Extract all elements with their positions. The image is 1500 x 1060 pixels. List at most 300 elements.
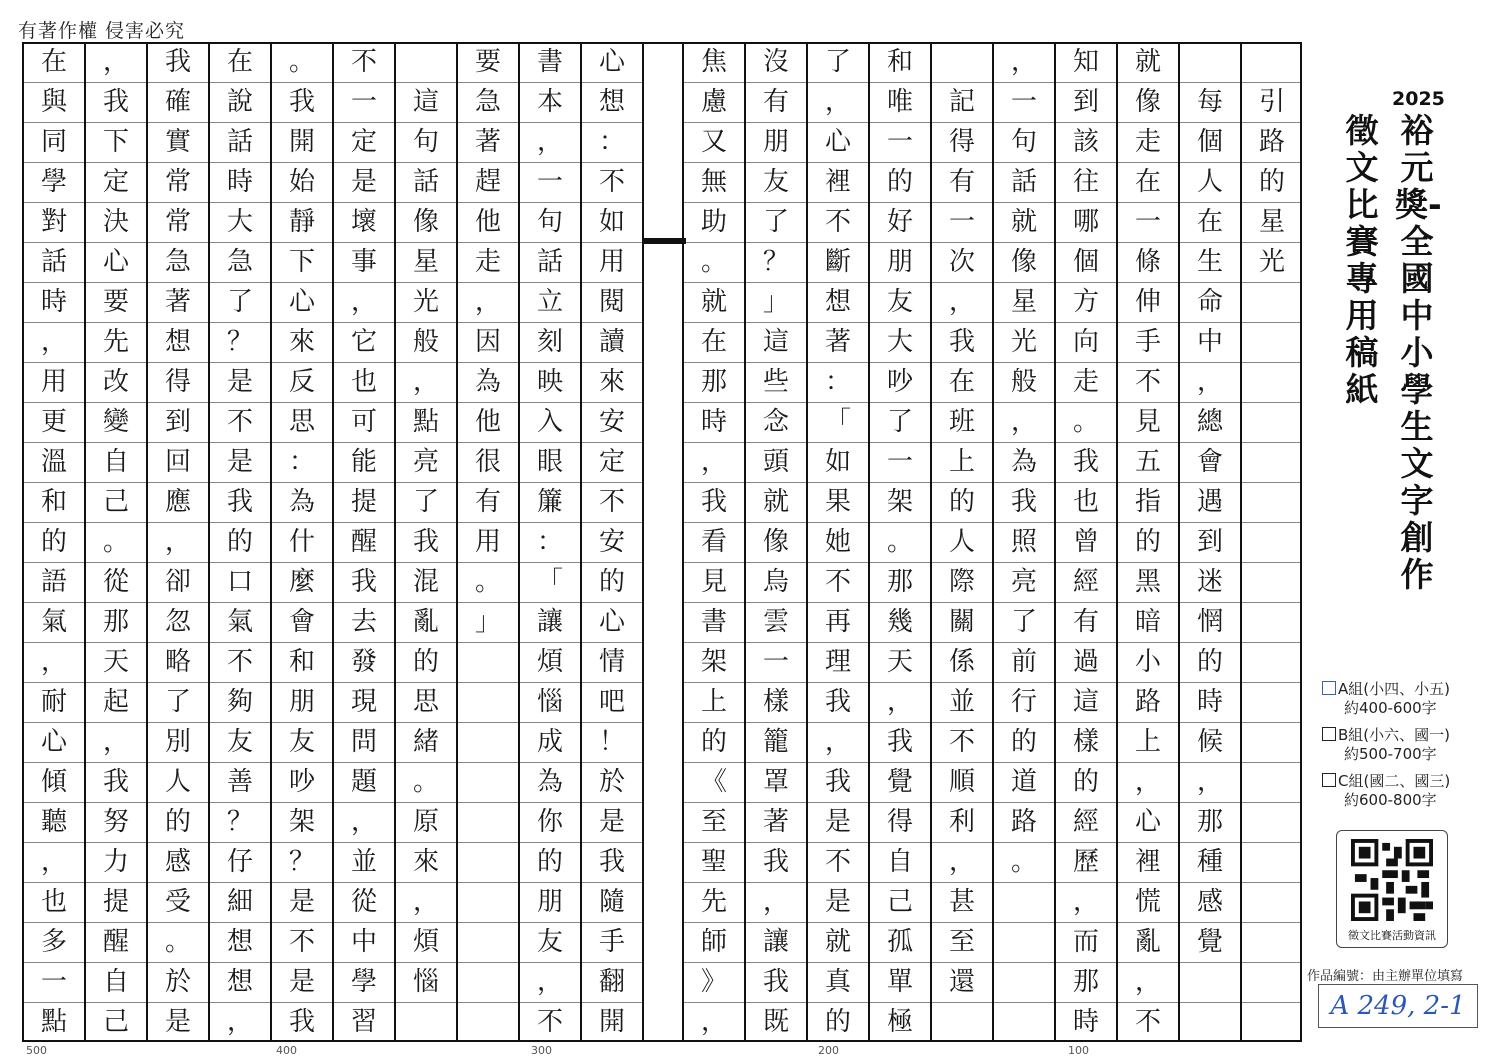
manuscript-char: 又	[700, 127, 727, 157]
checkbox-icon[interactable]	[1322, 773, 1336, 787]
copyright-notice: 有著作權 侵害必究	[18, 20, 186, 42]
manuscript-char: 學	[40, 167, 67, 197]
manuscript-char: 善	[226, 767, 253, 797]
manuscript-char: 急	[226, 247, 253, 277]
manuscript-char: 友	[226, 727, 253, 757]
manuscript-char: 一	[536, 167, 563, 197]
manuscript-char: 那	[102, 607, 129, 637]
manuscript-char: ，	[536, 127, 563, 157]
manuscript-char: ，	[948, 847, 975, 877]
manuscript-char: 多	[40, 927, 67, 957]
manuscript-char: 句	[1010, 127, 1037, 157]
manuscript-char: 開	[288, 127, 315, 157]
group-b-option[interactable]	[1322, 726, 1450, 764]
manuscript-column	[208, 42, 270, 1042]
manuscript-char: 不	[824, 207, 851, 237]
manuscript-char: 略	[164, 647, 191, 677]
manuscript-char: 時	[226, 167, 253, 197]
manuscript-char: 既	[762, 1007, 789, 1037]
manuscript-char: 光	[1010, 327, 1037, 357]
manuscript-char: ？	[762, 247, 789, 277]
manuscript-char: 不	[598, 167, 625, 197]
manuscript-char: 心	[824, 127, 851, 157]
manuscript-char: 並	[948, 687, 975, 717]
manuscript-char: 我	[762, 967, 789, 997]
manuscript-char: ？	[288, 847, 315, 877]
manuscript-column	[1240, 42, 1302, 1042]
manuscript-char: 也	[1072, 487, 1099, 517]
work-number-label: 作品編號：由主辦單位填寫	[1307, 969, 1464, 984]
manuscript-char: 人	[164, 767, 191, 797]
manuscript-char: 靜	[288, 207, 315, 237]
manuscript-char: 路	[1258, 127, 1285, 157]
manuscript-char: ，	[40, 847, 67, 877]
manuscript-char: 前	[1010, 647, 1037, 677]
manuscript-char: 來	[412, 847, 439, 877]
manuscript-char: 書	[700, 607, 727, 637]
manuscript-char: 裡	[1134, 847, 1161, 877]
checkbox-icon[interactable]	[1322, 727, 1336, 741]
qr-panel	[1336, 830, 1448, 948]
manuscript-char: 命	[1196, 287, 1223, 317]
manuscript-column	[682, 42, 744, 1042]
manuscript-char: 」	[762, 287, 789, 317]
manuscript-char: 想	[824, 287, 851, 317]
manuscript-char: 過	[1072, 647, 1099, 677]
row-line	[458, 842, 518, 843]
manuscript-char: 為	[288, 487, 315, 517]
manuscript-char: ，	[1134, 767, 1161, 797]
manuscript-char: 趕	[474, 167, 501, 197]
manuscript-char: 也	[350, 367, 377, 397]
manuscript-char: 朋	[288, 687, 315, 717]
manuscript-char: 先	[700, 887, 727, 917]
manuscript-char: 在	[948, 367, 975, 397]
manuscript-char: 能	[350, 447, 377, 477]
manuscript-char: 友	[288, 727, 315, 757]
manuscript-char: 是	[226, 447, 253, 477]
manuscript-char: 力	[102, 847, 129, 877]
manuscript-char: 照	[1010, 527, 1037, 557]
manuscript-char: ，	[412, 887, 439, 917]
row-line	[994, 922, 1054, 923]
manuscript-char: 次	[948, 247, 975, 277]
manuscript-char: 是	[350, 167, 377, 197]
manuscript-char: 知	[1072, 47, 1099, 77]
manuscript-char: 話	[536, 247, 563, 277]
manuscript-char: ，	[412, 367, 439, 397]
work-number-field[interactable]: A 249, 2-1	[1318, 984, 1478, 1028]
manuscript-char: 架	[700, 647, 727, 677]
manuscript-char: 走	[1072, 367, 1099, 397]
row-line	[1242, 522, 1302, 523]
manuscript-char: 了	[226, 287, 253, 317]
row-line	[1242, 362, 1302, 363]
manuscript-char: 了	[886, 407, 913, 437]
group-c-option[interactable]	[1322, 772, 1450, 810]
manuscript-char: 了	[412, 487, 439, 517]
manuscript-char: ！	[598, 727, 625, 757]
manuscript-char: 道	[1010, 767, 1037, 797]
manuscript-char: 惱	[412, 967, 439, 997]
qr-code-icon[interactable]	[1351, 839, 1433, 921]
manuscript-char: 用	[474, 527, 501, 557]
manuscript-char: 大	[886, 327, 913, 357]
contest-subtitle: 徵文比賽專用稿紙	[1345, 111, 1379, 409]
manuscript-char: 它	[350, 327, 377, 357]
manuscript-char: 不	[226, 407, 253, 437]
manuscript-char: 想	[226, 967, 253, 997]
manuscript-char: ，	[1196, 767, 1223, 797]
manuscript-char: 去	[350, 607, 377, 637]
manuscript-char: 夠	[226, 687, 253, 717]
manuscript-char: 一	[350, 87, 377, 117]
manuscript-char: 星	[412, 247, 439, 277]
manuscript-char: 一	[1010, 87, 1037, 117]
row-line	[458, 922, 518, 923]
manuscript-char: 果	[824, 487, 851, 517]
manuscript-char: ：	[824, 367, 851, 397]
manuscript-char: 傾	[40, 767, 67, 797]
manuscript-column	[744, 42, 806, 1042]
manuscript-char: 話	[40, 247, 67, 277]
manuscript-char: ，	[350, 287, 377, 317]
manuscript-char: 回	[164, 447, 191, 477]
manuscript-char: 光	[1258, 247, 1285, 277]
manuscript-char: 雲	[762, 607, 789, 637]
row-line	[1242, 842, 1302, 843]
manuscript-char: 煩	[536, 647, 563, 677]
manuscript-char: 你	[536, 807, 563, 837]
manuscript-char: 「	[536, 567, 563, 597]
row-line	[458, 762, 518, 763]
row-line	[1242, 322, 1302, 323]
manuscript-char: 天	[102, 647, 129, 677]
manuscript-char: 思	[412, 687, 439, 717]
row-line	[1242, 562, 1302, 563]
manuscript-char: 到	[164, 407, 191, 437]
manuscript-char: 常	[164, 167, 191, 197]
manuscript-char: 自	[886, 847, 913, 877]
manuscript-char: 我	[164, 47, 191, 77]
manuscript-char: 話	[226, 127, 253, 157]
manuscript-char: 孤	[886, 927, 913, 957]
manuscript-char: 利	[948, 807, 975, 837]
manuscript-char: 這	[1072, 687, 1099, 717]
manuscript-char: 下	[288, 247, 315, 277]
manuscript-char: 。	[164, 927, 191, 957]
manuscript-char: 了	[164, 687, 191, 717]
manuscript-char: 定	[350, 127, 377, 157]
manuscript-char: 眼	[536, 447, 563, 477]
manuscript-char: 上	[948, 447, 975, 477]
manuscript-char: 《	[700, 767, 727, 797]
manuscript-char: 始	[288, 167, 315, 197]
manuscript-char: 沒	[762, 47, 789, 77]
manuscript-char: 罩	[762, 767, 789, 797]
manuscript-char: 光	[412, 287, 439, 317]
manuscript-char: 有	[948, 167, 975, 197]
manuscript-char: 伸	[1134, 287, 1161, 317]
row-line	[1242, 642, 1302, 643]
manuscript-char: 反	[288, 367, 315, 397]
manuscript-char: 黑	[1134, 567, 1161, 597]
manuscript-char: 就	[1010, 207, 1037, 237]
manuscript-char: 不	[824, 847, 851, 877]
manuscript-char: 到	[1196, 527, 1223, 557]
manuscript-char: 現	[350, 687, 377, 717]
manuscript-char: 亂	[412, 607, 439, 637]
manuscript-char: 確	[164, 87, 191, 117]
manuscript-char: 煩	[412, 927, 439, 957]
manuscript-char: 條	[1134, 247, 1161, 277]
char-counter-500: 500	[26, 1044, 47, 1057]
manuscript-char: 友	[762, 167, 789, 197]
manuscript-char: 不	[1134, 1007, 1161, 1037]
manuscript-column	[992, 42, 1054, 1042]
manuscript-char: 般	[1010, 367, 1037, 397]
manuscript-char: 時	[700, 407, 727, 437]
manuscript-char: 要	[102, 287, 129, 317]
manuscript-char: 聖	[700, 847, 727, 877]
manuscript-char: 我	[948, 327, 975, 357]
manuscript-char: 就	[824, 927, 851, 957]
manuscript-char: 曾	[1072, 527, 1099, 557]
manuscript-char: 是	[288, 967, 315, 997]
manuscript-char: 原	[412, 807, 439, 837]
manuscript-char: 什	[288, 527, 315, 557]
manuscript-char: 到	[1072, 87, 1099, 117]
manuscript-char: 閱	[598, 287, 625, 317]
manuscript-char: 開	[598, 1007, 625, 1037]
manuscript-column	[394, 42, 456, 1042]
manuscript-char: 師	[700, 927, 727, 957]
manuscript-char: 我	[288, 1007, 315, 1037]
manuscript-char: ：	[536, 527, 563, 557]
manuscript-char: 的	[536, 847, 563, 877]
manuscript-char: 不	[536, 1007, 563, 1037]
manuscript-char: ，	[1010, 407, 1037, 437]
manuscript-char: 單	[886, 967, 913, 997]
manuscript-char: 一	[886, 447, 913, 477]
manuscript-char: 五	[1134, 447, 1161, 477]
manuscript-char: 引	[1258, 87, 1285, 117]
manuscript-char: 暗	[1134, 607, 1161, 637]
manuscript-char: 來	[288, 327, 315, 357]
manuscript-char: 得	[948, 127, 975, 157]
manuscript-char: 班	[948, 407, 975, 437]
manuscript-char: 中	[350, 927, 377, 957]
manuscript-char: 就	[762, 487, 789, 517]
manuscript-char: 成	[536, 727, 563, 757]
manuscript-char: 遇	[1196, 487, 1223, 517]
manuscript-char: 映	[536, 367, 563, 397]
manuscript-char: 的	[412, 647, 439, 677]
manuscript-char: 個	[1072, 247, 1099, 277]
manuscript-char: 混	[412, 567, 439, 597]
row-line	[1242, 402, 1302, 403]
manuscript-char: 時	[1196, 687, 1223, 717]
manuscript-char: 。	[700, 247, 727, 277]
manuscript-char: 不	[1134, 367, 1161, 397]
manuscript-char: 惱	[536, 687, 563, 717]
manuscript-char: 很	[474, 447, 501, 477]
manuscript-char: 好	[886, 207, 913, 237]
manuscript-char: 的	[1258, 167, 1285, 197]
manuscript-char: 會	[1196, 447, 1223, 477]
manuscript-char: 的	[1134, 527, 1161, 557]
manuscript-column	[930, 42, 992, 1042]
manuscript-char: 助	[700, 207, 727, 237]
manuscript-char: 的	[1010, 727, 1037, 757]
manuscript-char: ，	[1010, 47, 1037, 77]
manuscript-char: 感	[1196, 887, 1223, 917]
manuscript-char: 為	[474, 367, 501, 397]
row-line	[1242, 962, 1302, 963]
manuscript-char: 先	[102, 327, 129, 357]
manuscript-column	[332, 42, 394, 1042]
manuscript-char: 焦	[700, 47, 727, 77]
manuscript-char: 一	[886, 127, 913, 157]
manuscript-char: 架	[886, 487, 913, 517]
manuscript-char: 就	[700, 287, 727, 317]
manuscript-char: ？	[226, 327, 253, 357]
manuscript-char: 理	[824, 647, 851, 677]
manuscript-char: 裡	[824, 167, 851, 197]
manuscript-char: 了	[824, 47, 851, 77]
manuscript-char: 亮	[1010, 567, 1037, 597]
manuscript-column	[456, 42, 518, 1042]
contest-year: 2025	[1392, 88, 1445, 110]
manuscript-char: ，	[474, 287, 501, 317]
manuscript-char: 一	[1134, 207, 1161, 237]
manuscript-char: 我	[412, 527, 439, 557]
group-c-label: C組(國二、國三)	[1338, 772, 1451, 790]
manuscript-char: 方	[1072, 287, 1099, 317]
manuscript-char: 並	[350, 847, 377, 877]
manuscript-char: 醒	[102, 927, 129, 957]
manuscript-char: 那	[1072, 967, 1099, 997]
manuscript-char: 是	[288, 887, 315, 917]
manuscript-char: 天	[886, 647, 913, 677]
manuscript-char: 變	[102, 407, 129, 437]
manuscript-column	[806, 42, 868, 1042]
manuscript-char: 心	[598, 47, 625, 77]
manuscript-char: 想	[164, 327, 191, 357]
manuscript-char: 溫	[40, 447, 67, 477]
manuscript-char: 際	[948, 567, 975, 597]
manuscript-char: 。	[1072, 407, 1099, 437]
group-c-range: 約600-800字	[1344, 791, 1437, 809]
manuscript-char: 我	[824, 767, 851, 797]
row-line	[1180, 962, 1240, 963]
manuscript-char: 見	[1134, 407, 1161, 437]
manuscript-char: 受	[164, 887, 191, 917]
manuscript-char: 情	[598, 647, 625, 677]
manuscript-char: 提	[102, 887, 129, 917]
manuscript-char: 隨	[598, 887, 625, 917]
manuscript-char: 烏	[762, 567, 789, 597]
manuscript-char: 自	[102, 447, 129, 477]
row-line	[1180, 1002, 1240, 1003]
manuscript-char: 朋	[536, 887, 563, 917]
manuscript-char: ，	[536, 967, 563, 997]
manuscript-char: 至	[948, 927, 975, 957]
manuscript-char: ，	[1072, 887, 1099, 917]
row-line	[1242, 602, 1302, 603]
manuscript-char: 行	[1010, 687, 1037, 717]
group-a-label: A組(小四、小五)	[1338, 680, 1450, 698]
manuscript-char: 想	[598, 87, 625, 117]
manuscript-char: 中	[1196, 327, 1223, 357]
manuscript-char: 和	[288, 647, 315, 677]
manuscript-char: 她	[824, 527, 851, 557]
group-a-option[interactable]	[1322, 680, 1450, 718]
manuscript-char: ，	[1196, 367, 1223, 397]
row-line	[994, 962, 1054, 963]
manuscript-char: 還	[948, 967, 975, 997]
manuscript-char: 耐	[40, 687, 67, 717]
manuscript-char: 可	[350, 407, 377, 437]
manuscript-char: 我	[886, 727, 913, 757]
manuscript-char: 緒	[412, 727, 439, 757]
row-line	[1242, 802, 1302, 803]
manuscript-column	[146, 42, 208, 1042]
qr-caption: 徵文比賽活動資訊	[1348, 929, 1436, 942]
manuscript-char: 。	[1010, 847, 1037, 877]
manuscript-char: 像	[412, 207, 439, 237]
manuscript-char: 那	[700, 367, 727, 397]
manuscript-char: 我	[226, 487, 253, 517]
manuscript-char: 在	[1196, 207, 1223, 237]
row-line	[1242, 1002, 1302, 1003]
manuscript-char: 發	[350, 647, 377, 677]
manuscript-char: 氣	[226, 607, 253, 637]
manuscript-char: 總	[1196, 407, 1223, 437]
manuscript-char: 話	[1010, 167, 1037, 197]
manuscript-char: 星	[1010, 287, 1037, 317]
manuscript-char: 自	[102, 967, 129, 997]
checkbox-icon[interactable]	[1322, 681, 1336, 695]
manuscript-char: 吧	[598, 687, 625, 717]
manuscript-char: 的	[1072, 767, 1099, 797]
manuscript-char: 覺	[1196, 927, 1223, 957]
manuscript-char: 星	[1258, 207, 1285, 237]
manuscript-char: 於	[164, 967, 191, 997]
manuscript-char: 著	[164, 287, 191, 317]
manuscript-char: 的	[1196, 647, 1223, 677]
manuscript-char: 話	[412, 167, 439, 197]
manuscript-char: 己	[102, 1007, 129, 1037]
manuscript-char: 這	[762, 327, 789, 357]
manuscript-char: ，	[700, 447, 727, 477]
manuscript-char: 心	[40, 727, 67, 757]
manuscript-char: 和	[886, 47, 913, 77]
manuscript-char: 亂	[1134, 927, 1161, 957]
manuscript-char: 安	[598, 527, 625, 557]
manuscript-char: 我	[102, 87, 129, 117]
manuscript-column	[84, 42, 146, 1042]
manuscript-char: 手	[1134, 327, 1161, 357]
manuscript-char: 學	[350, 967, 377, 997]
manuscript-char: 看	[700, 527, 727, 557]
manuscript-char: ，	[700, 1007, 727, 1037]
manuscript-char: 醒	[350, 527, 377, 557]
manuscript-char: ，	[164, 527, 191, 557]
manuscript-char: 他	[474, 207, 501, 237]
manuscript-char: 心	[102, 247, 129, 277]
row-line	[1242, 682, 1302, 683]
